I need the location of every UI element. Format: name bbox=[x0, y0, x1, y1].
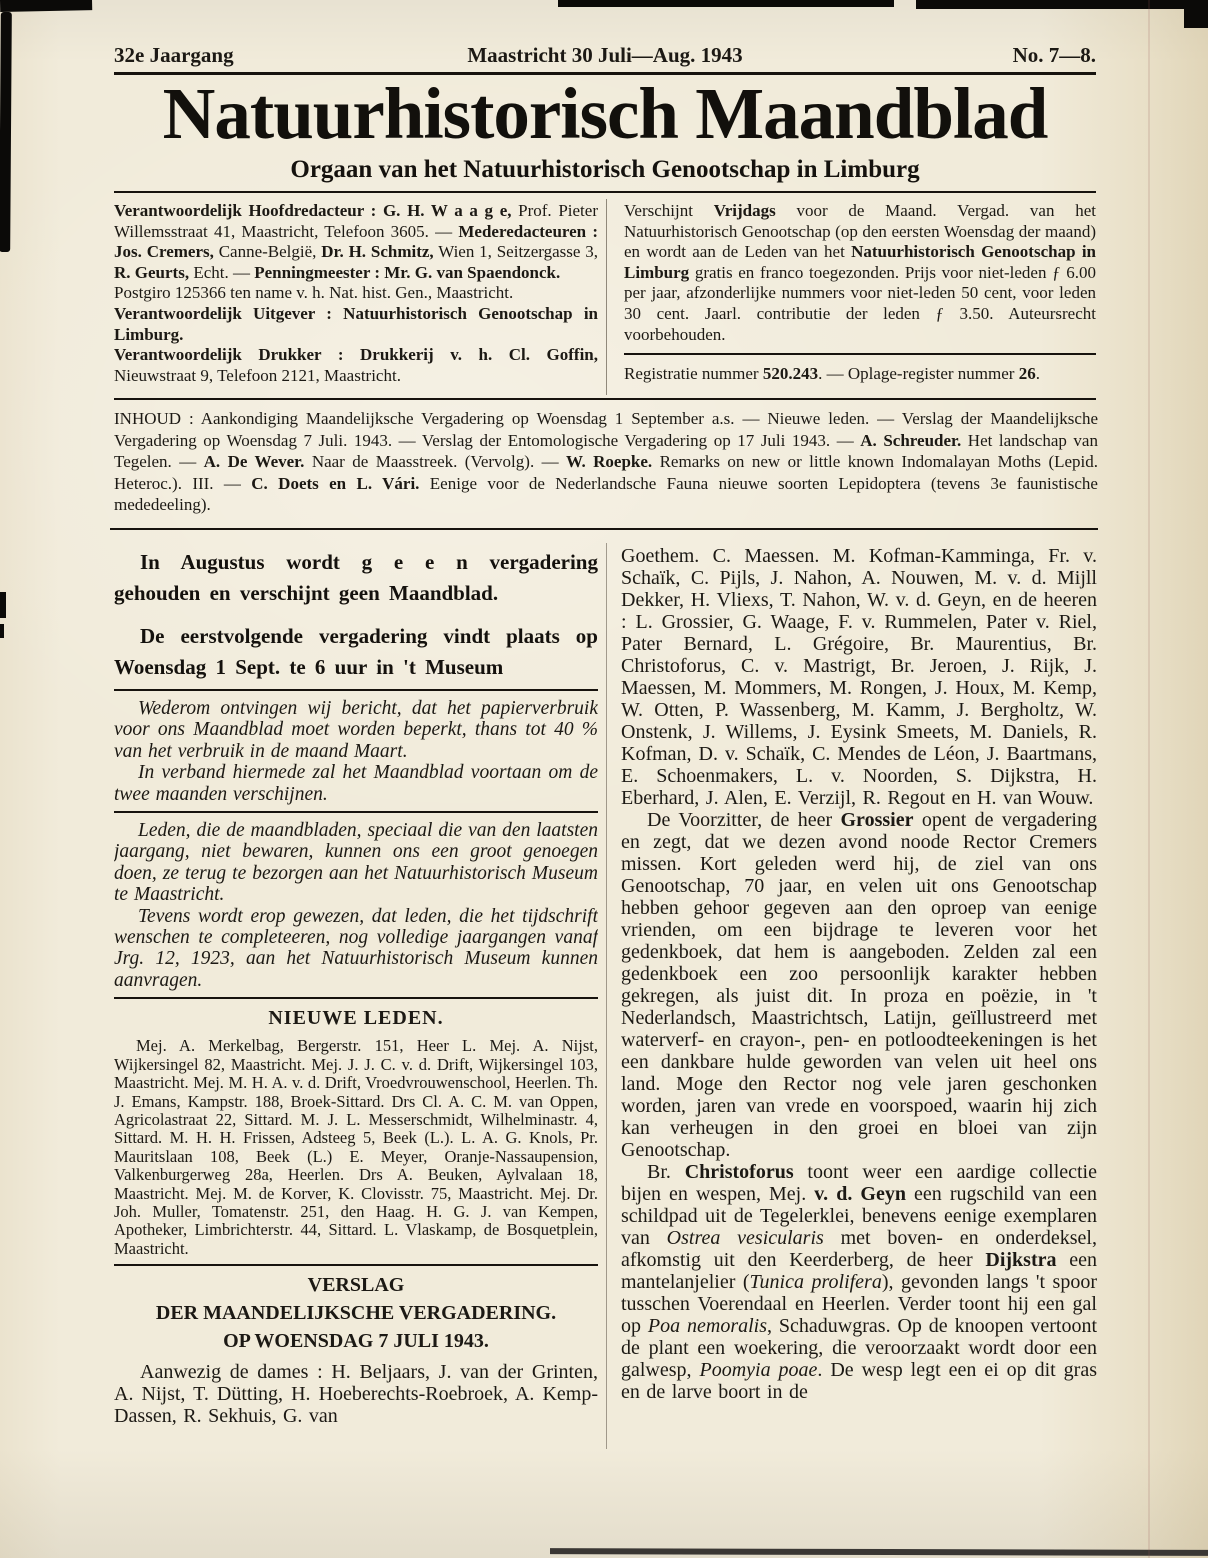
divider bbox=[114, 1264, 598, 1266]
header-volume: 32e Jaargang bbox=[114, 43, 234, 67]
left-column bbox=[114, 545, 598, 1451]
new-members-heading: NIEUWE LEDEN. bbox=[268, 1007, 444, 1030]
publication-paragraph: Verschijnt Vrijdags voor de Maand. Vergad. van het Natuurhistorisch Genootschap (op den eersten Woensdag der maand) en wordt aan de Leden van het Natuurhistorisch Genootschap in Limburg gratis en franco toegezonden. Prijs voor niet-leden ƒ 6.00 per jaar, afzonderlijke nummers voor niet-leden 50 cent, voor leden 30 cent. Jaarl. contributie der leden ƒ 3.50. Auteursrecht voorbehouden. bbox=[624, 201, 1096, 344]
registration-line: Registratie nummer 520.243. — Oplage-register nummer 26. bbox=[624, 364, 1040, 384]
scan-artifact-left-mark-1 bbox=[0, 592, 6, 618]
postgiro-line: Postgiro 125366 ten name v. h. Nat. hist. Gen., Maastricht. bbox=[114, 283, 514, 303]
magazine-title: Natuurhistorisch Maandblad bbox=[162, 73, 1048, 154]
body-column-divider bbox=[606, 543, 607, 1449]
scan-artifact-left-mark-2 bbox=[0, 624, 4, 638]
scan-artifact-top-left bbox=[0, 0, 92, 12]
scan-artifact-top-right bbox=[916, 0, 1208, 9]
august-announcement: In Augustus wordt g e e n vergadering gehouden en verschijnt geen Maandblad. bbox=[114, 550, 598, 605]
scan-artifact-top-middle bbox=[558, 0, 894, 7]
report-heading-line-2: DER MAANDELIJKSCHE VERGADERING. bbox=[155, 1302, 557, 1325]
bimonthly-notice: In verband hiermede zal het Maandblad voortaan om de twee maanden verschijnen. bbox=[114, 762, 598, 805]
subtitle-rule bbox=[114, 191, 1096, 193]
attendees-paragraph: Aanwezig de dames : H. Beljaars, J. van der Grinten, A. Nijst, T. Dütting, H. Hoeberechts-Roebroek, A. Kemp-Dassen, R. Sekhuis, G. van bbox=[114, 1361, 598, 1428]
right-column bbox=[621, 545, 1097, 1451]
masthead-bottom-rule bbox=[114, 398, 1096, 400]
editors-paragraph: Verantwoordelijk Hoofdredacteur : G. H. W a a g e, Prof. Pieter Willemsstraat 41, Maastricht, Telefoon 3605. — Mederedacteuren : Jos. Cremers, Canne-België, Dr. H. Schmitz, Wien 1, Seitzergasse 3, R. Geurts, Echt. — Penningmeester : Mr. G. van Spaendonck. bbox=[114, 201, 598, 282]
divider bbox=[114, 997, 598, 999]
exhibits-paragraph: Br. Christoforus toont weer een aardige collectie bijen en wespen, Mej. v. d. Geyn een rugschild van een schildpad uit de Tegelerklei, benevens eenige exemplaren van Ostrea vesicularis met boven- en onderdeksel, afkomstig uit den Keerderberg, de heer Dijkstra een mantelanjelier (Tunica prolifera), gevonden langs 't spoor tusschen Voerendaal en Heerlen. Verder toont hij een gal op Poa nemoralis, Schaduwgras. Op de knoopen vertoont de plant een woekering, die veroorzaakt wordt door een galwesp, Poomyia poae. De wesp legt een ei op dit gras en de larve boort in de bbox=[621, 1161, 1097, 1403]
divider bbox=[114, 689, 598, 691]
contents-bottom-rule bbox=[110, 528, 1098, 530]
registration-rule bbox=[624, 353, 1096, 355]
scan-artifact-bottom-edge bbox=[550, 1548, 1208, 1556]
scan-artifact-left-bar bbox=[0, 12, 12, 252]
complete-volumes-notice: Tevens wordt erop gewezen, dat leden, die het tijdschrift wenschen te completeeren, nog volledige jaargangen vanaf Jrg. 12, 1923, aan het Natuurhistorisch Museum kunnen aanvragen. bbox=[114, 905, 598, 991]
table-of-contents: INHOUD : Aankondiging Maandelijksche Vergadering op Woensdag 1 September a.s. — Nieuwe leden. — Verslag der Maandelijksche Vergadering op Woensdag 7 Juli. 1943. — Verslag der Entomologische Vergadering op 17 Juli 1943. — A. Schreuder. Het landschap van Tegelen. — A. De Wever. Naar de Maasstreek. (Vervolg). — W. Roepke. Remarks on new or little known Indomalayan Moths (Lepid. Heteroc.). III. — C. Doets en L. Vári. Eenige voor de Nederlandsche Fauna nieuwe soorten Lepidoptera (tevens 3e faunistische mededeeling). bbox=[114, 409, 1098, 515]
masthead-column-divider bbox=[606, 199, 607, 395]
next-meeting-announcement: De eerstvolgende vergadering vindt plaats op Woensdag 1 Sept. te 6 uur in 't Museum bbox=[114, 624, 598, 679]
header bbox=[114, 42, 1096, 68]
magazine-subtitle: Orgaan van het Natuurhistorisch Genootschap in Limburg bbox=[290, 156, 920, 183]
divider bbox=[114, 811, 598, 813]
paper-restriction-notice: Wederom ontvingen wij bericht, dat het papierverbruik voor ons Maandblad moet worden beperkt, thans tot 40 % van het verbruik in de maand Maart. bbox=[114, 698, 598, 762]
scan-artifact-top-right-corner bbox=[1184, 0, 1208, 28]
attendees-continued: Goethem. C. Maessen. M. Kofman-Kamminga, Fr. v. Schaïk, C. Pijls, J. Nahon, A. Nouwen, M. v. d. Mijll Dekker, H. Vliexs, T. Nahon, W. v. d. Geyn, en de heeren : L. Grossier, G. Waage, F. v. Rummelen, Pater v. Riel, Pater Bernard, L. Grégoire, Br. Maurentius, Br. Christoforus, C. v. Mastrigt, Br. Jeroen, J. Rijk, J. Maessen, M. Mommers, M. Rongen, J. Houx, M. Kemp, W. Otten, P. Wassenberg, M. Kamm, J. Bergholtz, W. Onstenk, J. Willems, J. Eysink Smeets, M. Daniels, R. Kofman, D. v. Schaïk, C. Mendes de Léon, J. Baartmans, E. Schoenmakers, L. v. Noorden, S. Dijkstra, H. Eberhard, J. Alen, E. Verzijl, R. Regout en H. van Wouw. bbox=[621, 545, 1097, 809]
masthead-publication-info bbox=[624, 201, 1096, 395]
header-date: Maastricht 30 Juli—Aug. 1943 bbox=[467, 43, 743, 67]
scan-artifact-vertical-line bbox=[1148, 0, 1150, 1558]
new-members-list: Mej. A. Merkelbag, Bergerstr. 151, Heer L. Mej. A. Nijst, Wijkersingel 82, Maastricht. Mej. J. J. C. v. d. Drift, Wijkersingel 103, Maastricht. Mej. M. H. A. v. d. Drift, Vroedvrouwenschool, Heerlen. Th. J. Emans, Kampstr. 188, Broek-Sittard. Drs Cl. A. C. M. van Oppen, Agricolastraat 22, Sittard. M. J. L. Messerschmidt, Wilhelminastr. 4, Sittard. M. H. H. Frissen, Adsteeg 5, Beek (L.). L. A. G. Knols, Pr. Mauritslaan 108, Beek (L.) E. Meyer, Oranje-Nassaupension, Valkenburgerweg 28a, Heerlen. Drs A. Beuken, Aylvalaan 18, Maastricht. Mej. M. de Korver, K. Clovisstr. 75, Maastricht. Mej. Dr. Joh. Muller, Tomatenstr. 251, den Haag. H. G. J. van Kempen, Apotheker, Limbrichterstr. 44, Sittard. L. Vlaskamp, de Bosquetplein, Maastricht. bbox=[114, 1036, 598, 1258]
report-heading-line-3: OP WOENSDAG 7 JULI 1943. bbox=[223, 1330, 489, 1353]
header-issue-number: No. 7—8. bbox=[1012, 43, 1096, 67]
printer-line: Verantwoordelijk Drukker : Drukkerij v. h. Cl. Goffin, Nieuwstraat 9, Telefoon 2121, Maastricht. bbox=[114, 345, 598, 385]
publisher-line: Verantwoordelijk Uitgever : Natuurhistorisch Genootschap in Limburg. bbox=[114, 303, 598, 344]
report-heading-line-1: VERSLAG bbox=[307, 1274, 405, 1297]
return-issues-notice: Leden, die de maandbladen, speciaal die van den laatsten jaargang, niet bewaren, kunnen ons een groot genoegen doen, ze terug te bezorgen aan het Natuurhistorisch Museum te Maastricht. bbox=[114, 820, 598, 906]
chairman-paragraph: De Voorzitter, de heer Grossier opent de vergadering en zegt, dat we dezen avond noode Rector Cremers missen. Kort geleden werd hij, de ziel van ons Genootschap, 70 jaar, en velen uit ons Genootschap hebben gehoor gegeven aan den oproep van eenige vrienden, om een bijdrage te leveren voor het gedenkboek, dat hem is aangeboden. Zelden zal een gedenkboek een zoo persoonlijk karakter hebben gekregen, als juist dit. In proza en poëzie, in 't Nederlandsch, Maastrichtsch, Latijn, geïllustreerd met waterverf- en crayon-, pen- en potloodteekeningen is het een dankbare hulde geworden van velen uit heel ons land. Moge den Rector nog vele jaren geschonken worden, jaren van vrede en voorspoed, waarin hij zich kan verheugen in den groei en bloei van zijn Genootschap. bbox=[621, 809, 1097, 1161]
masthead-editorial-info bbox=[114, 201, 598, 395]
